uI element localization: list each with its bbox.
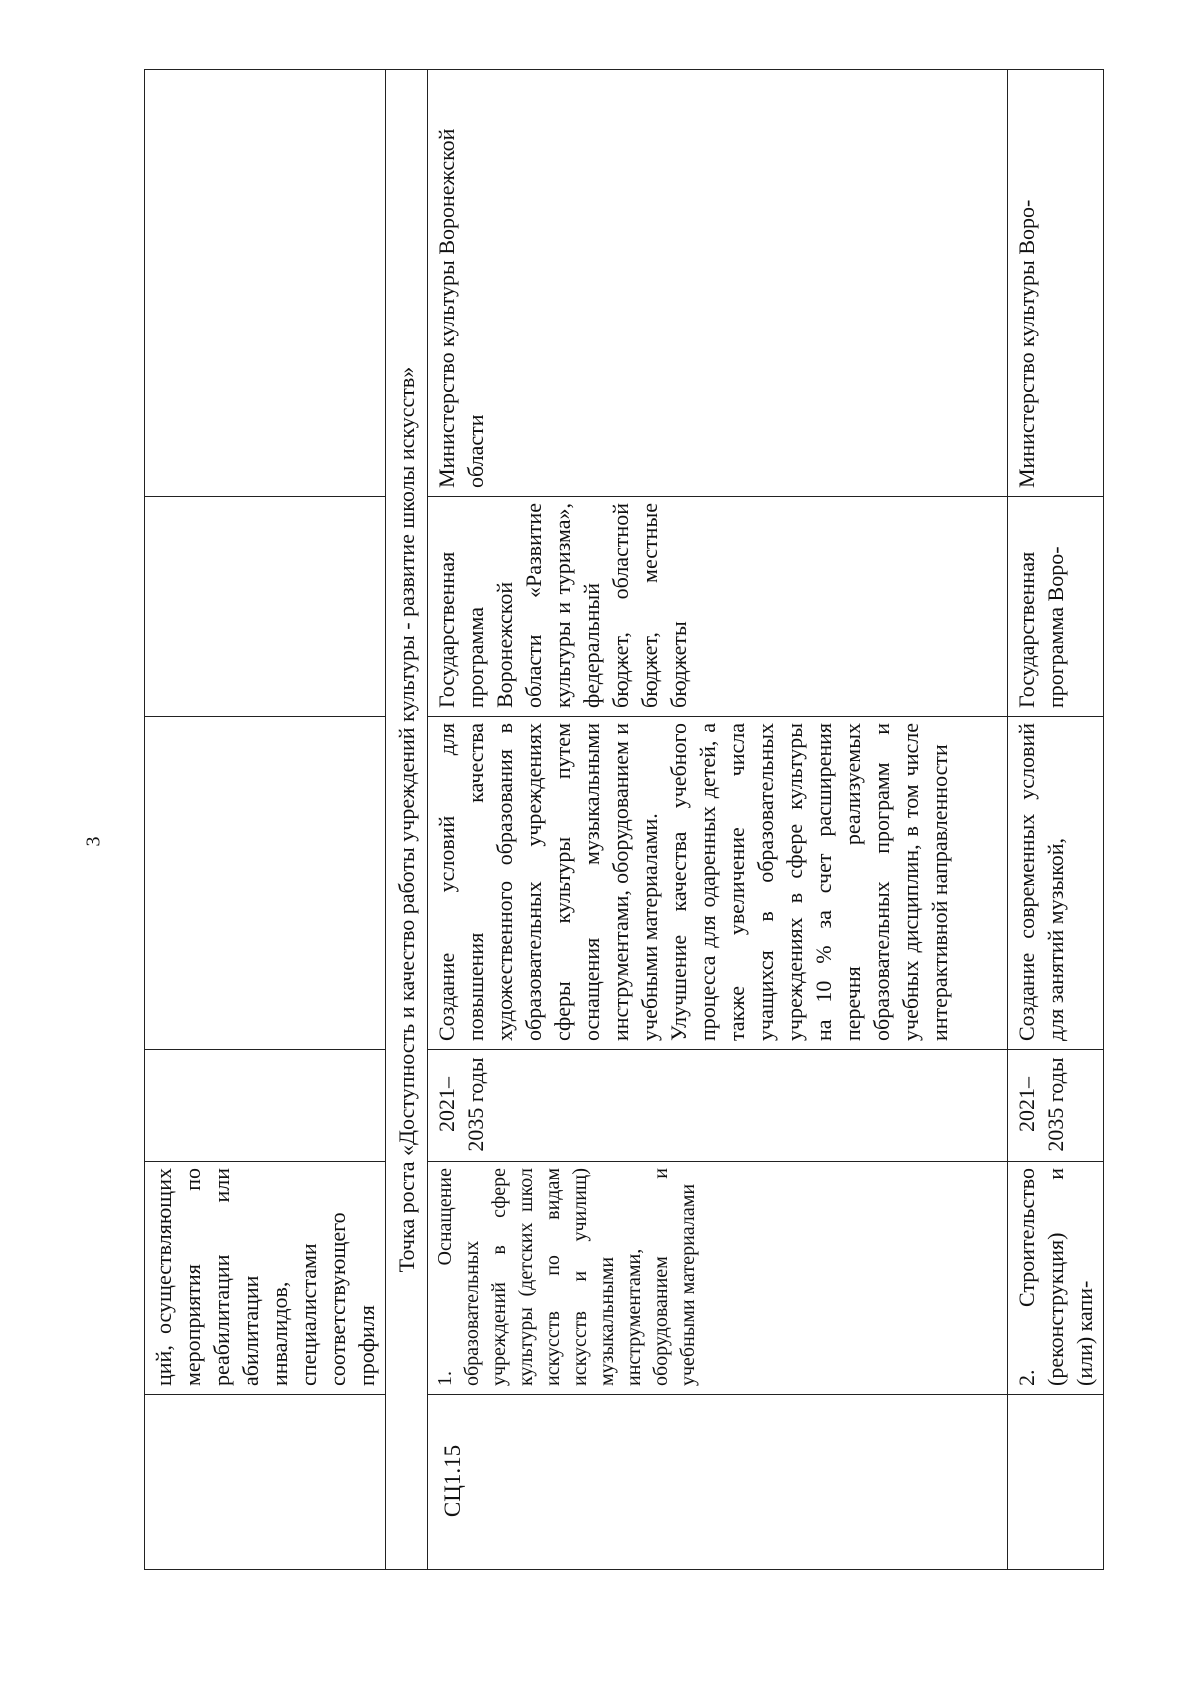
- period-text: 2021–2035 годы: [1014, 1057, 1068, 1152]
- page-number: 3: [82, 836, 105, 847]
- table-row: [428, 70, 1008, 1570]
- result-paragraph-1: Создание современных условий для занятий музыкой,: [1014, 723, 1068, 1041]
- result-cell: [1008, 717, 1104, 1050]
- continued-measure-text: ций, осуществляющих мероприятия по реабилитации или абилитации инвалидов, специалистами соответствующего профиля: [151, 1168, 379, 1386]
- executor-text: Министерство культуры Воронежской области: [434, 128, 488, 488]
- code-cell: [428, 1395, 1008, 1570]
- code-cell: [1008, 1395, 1104, 1570]
- result-paragraph-1: Создание условий для повышения качества художественного образования в образовательных учреждениях сферы культуры путем оснащения музыкальными инструментами, оборудованием и учебными материалами.: [434, 723, 662, 1041]
- section-row: [386, 70, 428, 1570]
- table-row: [145, 70, 386, 1570]
- rotated-table-container: [144, 70, 1104, 1570]
- measure-text: 2. Строительство (реконструкция) и (или) капи-: [1014, 1168, 1097, 1386]
- measure-cell: [428, 1162, 1008, 1395]
- result-paragraph-2: Улучшение качества учебного процесса для одаренных детей, а также увеличение числа учащихся в образовательных учреждениях в сфере культуры на 10 % за счет расширения перечня реализуемых образовательных программ и учебных дисциплин, в том числе интерактивной направленности: [666, 723, 952, 1041]
- period-cell: [1008, 1050, 1104, 1162]
- measure-cell: [1008, 1162, 1104, 1395]
- result-cell: [428, 717, 1008, 1050]
- measures-table: [144, 69, 1104, 1570]
- program-cell: [428, 497, 1008, 717]
- period-cell: [428, 1050, 1008, 1162]
- executor-cell-empty: [145, 70, 386, 497]
- executor-cell: [428, 70, 1008, 497]
- program-text: Государственная программа Воронежской области «Развитие культуры и туризма», федеральный бюджет, областной бюджет, местные бюджеты: [434, 503, 691, 708]
- program-cell: [1008, 497, 1104, 717]
- program-cell-empty: [145, 497, 386, 717]
- result-cell-empty: [145, 717, 386, 1050]
- period-text: 2021–2035 годы: [434, 1057, 488, 1152]
- code-cell-empty: [145, 1395, 386, 1570]
- row-code: СЦ1.15: [440, 1444, 465, 1518]
- program-text: Государственная программа Воро-: [1014, 546, 1068, 708]
- section-title: Точка роста «Доступность и качество работы учреждений культуры - развитие школы искусств»: [386, 70, 428, 1570]
- period-cell-empty: [145, 1050, 386, 1162]
- table-row: [1008, 70, 1104, 1570]
- executor-text: Министерство культуры Воро-: [1014, 199, 1039, 488]
- measure-text: 1. Оснащение образовательных учреждений в сфере культуры (детских школ искусств по видам искусств и училищ) музыкальными инструментами, оборудованием и учебными материалами: [434, 1168, 699, 1386]
- executor-cell: [1008, 70, 1104, 497]
- measure-cell: [145, 1162, 386, 1395]
